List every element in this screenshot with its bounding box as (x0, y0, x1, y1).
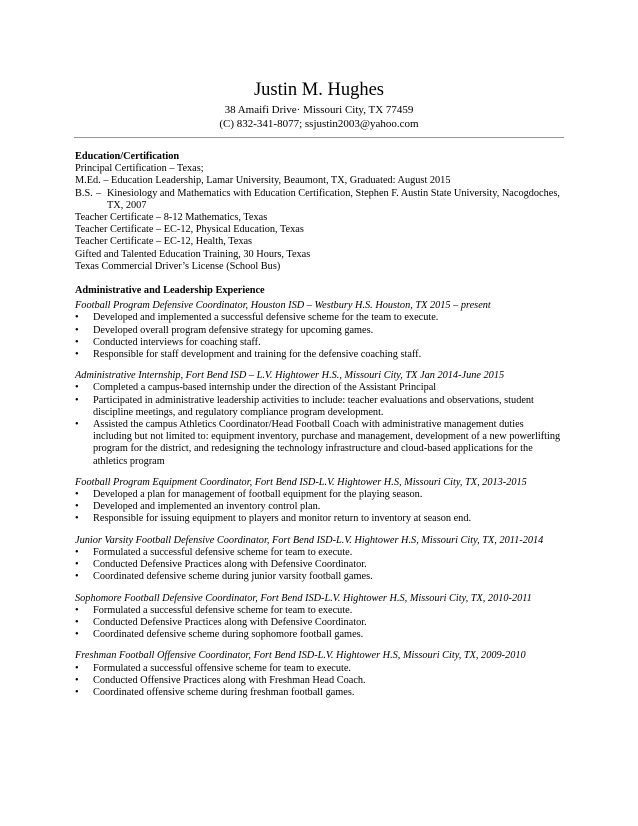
header-divider (74, 137, 564, 138)
job-bullets (75, 382, 565, 467)
bullet-item (75, 382, 565, 394)
principal-certification: Principal Certification – Texas; (75, 163, 204, 175)
bullet-icon (75, 687, 87, 699)
job-list (75, 300, 565, 699)
bullet-item (75, 501, 565, 513)
job-title: Football Program Defensive Coordinator, Houston ISD – Westbury H.S. Houston, TX 2015 – present (75, 300, 491, 312)
bullet-icon (75, 675, 87, 687)
bullet-text: Completed a campus-based internship under the direction of the Assistant Principal (93, 382, 437, 394)
address-line: 38 Amaifi Drive· Missouri City, TX 77459 (224, 104, 414, 116)
bullet-icon (75, 663, 87, 675)
bullet-icon (75, 617, 87, 629)
bullet-text: Formulated a successful defensive scheme for team to execute. (93, 546, 353, 558)
resume-body (75, 151, 565, 699)
bullet-text: Participated in administrative leadership activities to include: teacher evaluations and observations, student discipline meetings, and regulatory compliance program development. (93, 394, 534, 418)
job-entry (75, 300, 565, 361)
bullet-icon (75, 349, 87, 361)
job-bullets (75, 547, 565, 584)
bullet-text: Conducted Offensive Practices along with Freshman Head Coach. (93, 674, 366, 686)
bullet-icon (75, 571, 87, 583)
bullet-icon (75, 547, 87, 559)
bullet-text: Coordinated defensive scheme during junior varsity football games. (93, 571, 373, 583)
education-section (75, 151, 565, 273)
bullet-text: Conducted Defensive Practices along with Defensive Coordinator. (93, 616, 367, 628)
bullet-item (75, 629, 565, 641)
bullet-item (75, 312, 565, 324)
bullet-text: Developed overall program defensive strategy for upcoming games. (93, 324, 374, 336)
bullet-text: Coordinated offensive scheme during freshman football games. (93, 686, 355, 698)
job-title: Freshman Football Offensive Coordinator, Fort Bend ISD-L.V. Hightower H.S, Missouri City, TX, 2009-2010 (75, 650, 526, 662)
certification-item: Teacher Certificate – EC-12, Physical Education, Texas (75, 224, 304, 236)
bullet-item (75, 605, 565, 617)
bullet-text: Responsible for staff development and training for the defensive coaching staff. (93, 349, 422, 361)
bullet-icon (75, 419, 87, 431)
bullet-item (75, 349, 565, 361)
job-bullets (75, 663, 565, 700)
certification-item: Teacher Certificate – EC-12, Health, Texas (75, 236, 253, 248)
bullet-item (75, 617, 565, 629)
job-entry (75, 370, 565, 468)
bullet-icon (75, 629, 87, 641)
certification-item: Texas Commercial Driver’s License (School Bus) (75, 260, 281, 272)
bullet-item (75, 547, 565, 559)
bs-degree-label: B.S. (75, 187, 93, 199)
job-title: Administrative Internship, Fort Bend ISD – L.V. Hightower H.S., Missouri City, TX Jan 2014-June 2015 (75, 370, 505, 382)
bullet-text: Formulated a successful defensive scheme for team to execute. (93, 604, 353, 616)
contact-line: (C) 832-341-8077; ssjustin2003@yahoo.com (219, 118, 419, 130)
bullet-item (75, 675, 565, 687)
bs-degree (75, 188, 565, 212)
certification-item: Teacher Certificate – 8-12 Mathematics, Texas (75, 212, 268, 224)
bullet-text: Responsible for issuing equipment to players and monitor return to inventory at season end. (93, 513, 472, 525)
bullet-icon (75, 489, 87, 501)
bullet-icon (75, 501, 87, 513)
bullet-icon (75, 605, 87, 617)
bullet-item (75, 337, 565, 349)
experience-section (75, 285, 565, 699)
bullet-icon (75, 312, 87, 324)
job-bullets (75, 489, 565, 526)
bullet-item (75, 571, 565, 583)
certification-item: Gifted and Talented Education Training, 30 Hours, Texas (75, 248, 311, 260)
bullet-text: Formulated a successful offensive scheme for team to execute. (93, 662, 351, 674)
candidate-name: Justin M. Hughes (253, 80, 385, 100)
job-bullets (75, 605, 565, 642)
bullet-item (75, 489, 565, 501)
bullet-item (75, 559, 565, 571)
job-title: Sophomore Football Defensive Coordinator, Fort Bend ISD-L.V. Hightower H.S, Missouri City, TX, 2010-2011 (75, 592, 532, 604)
bullet-item (75, 419, 565, 468)
bullet-item (75, 663, 565, 675)
job-entry (75, 477, 565, 526)
job-entry (75, 593, 565, 642)
bullet-item (75, 325, 565, 337)
bs-degree-dash: – (96, 187, 102, 199)
bullet-icon (75, 513, 87, 525)
bullet-icon (75, 382, 87, 394)
bullet-text: Developed and implemented a successful defensive scheme for the team to execute. (93, 312, 439, 324)
education-heading: Education/Certification (75, 151, 180, 162)
bullet-text: Coordinated defensive scheme during sophomore football games. (93, 629, 364, 641)
bs-degree-text: Kinesiology and Mathematics with Education Certification, Stephen F. Austin State University, Nacogdoches, TX, 2007 (107, 187, 560, 211)
job-entry (75, 535, 565, 584)
job-entry (75, 650, 565, 699)
bullet-item (75, 395, 565, 419)
section-spacer (75, 273, 565, 285)
med-degree: M.Ed. – Education Leadership, Lamar University, Beaumont, TX, Graduated: August 2015 (75, 175, 451, 187)
bullet-icon (75, 395, 87, 407)
bullet-text: Conducted Defensive Practices along with Defensive Coordinator. (93, 559, 367, 571)
bullet-text: Conducted interviews for coaching staff. (93, 336, 261, 348)
bullet-text: Assisted the campus Athletics Coordinator/Head Football Coach with administrative management duties including but not limited to: equipment inventory, purchase and management, development of a new powerlifting program for the district, and redesigning the technology infrastructure and cloud-based applications for the athletics program (93, 419, 561, 467)
bullet-text: Developed a plan for management of football equipment for the playing season. (93, 489, 423, 501)
bullet-item (75, 513, 565, 525)
experience-heading: Administrative and Leadership Experience (75, 285, 265, 297)
certification-list (75, 212, 565, 273)
bullet-icon (75, 337, 87, 349)
bullet-text: Developed and implemented an inventory control plan. (93, 501, 321, 513)
job-title: Football Program Equipment Coordinator, Fort Bend ISD-L.V. Hightower H.S, Missouri City, TX, 2013-2015 (75, 476, 527, 488)
bullet-item (75, 687, 565, 699)
bullet-icon (75, 559, 87, 571)
bullet-icon (75, 325, 87, 337)
job-bullets (75, 312, 565, 361)
job-title: Junior Varsity Football Defensive Coordinator, Fort Bend ISD-L.V. Hightower H.S, Missouri City, TX, 2011-2014 (75, 534, 544, 546)
